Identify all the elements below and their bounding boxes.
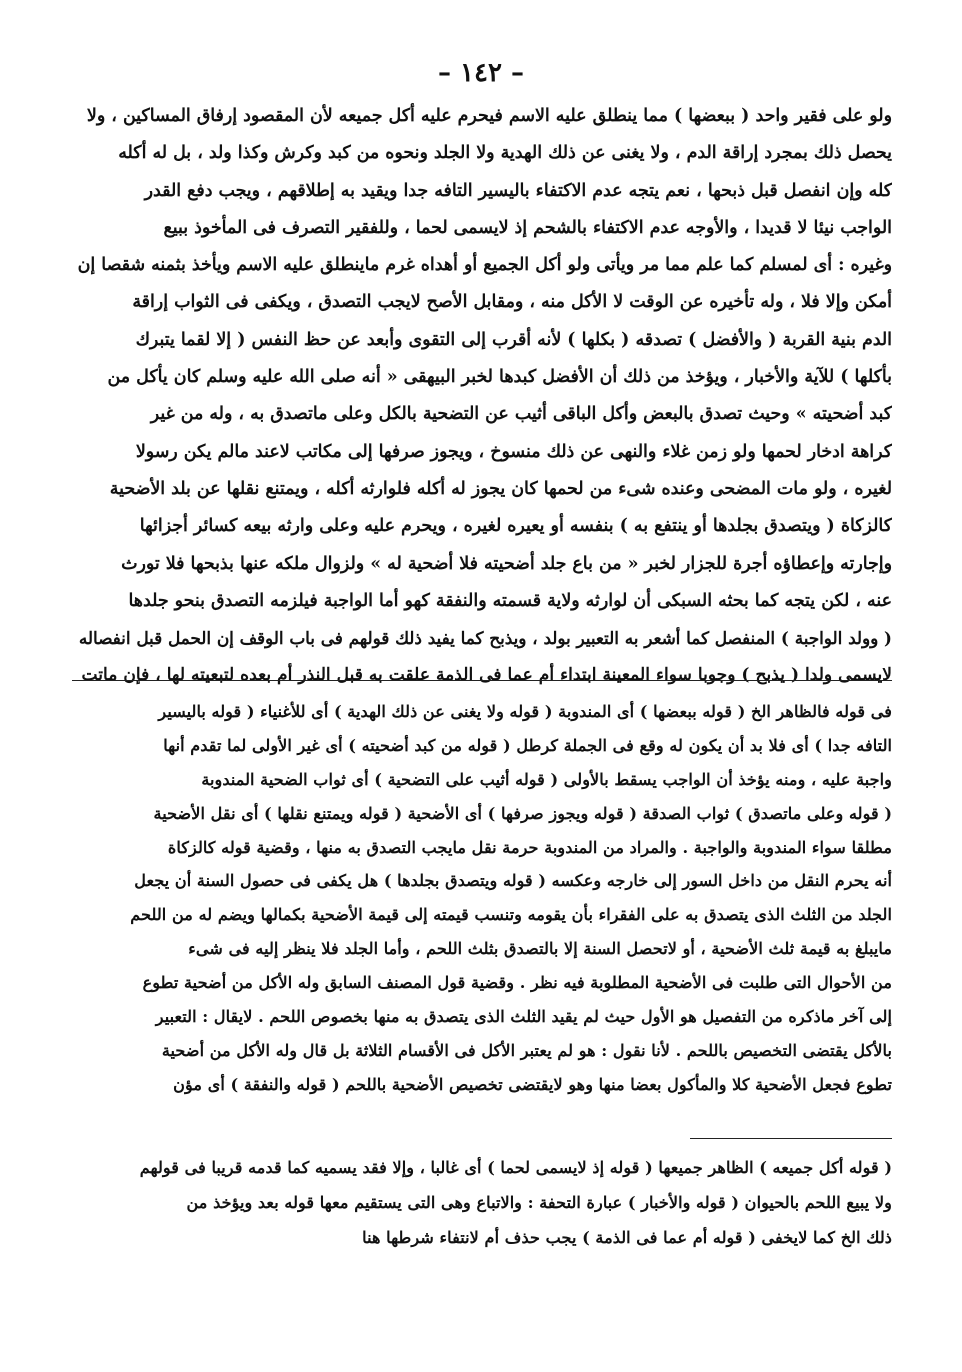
main-line: وغيره : أى لمسلم كما علم مما مر ويأتى ولو أكل الجميع أو أهداه غرم ماينطلق عليه الاسم ويأخذ بثمنه شقصا إن	[77, 255, 892, 276]
main-line: يحصل ذلك بمجرد إراقة الدم ، ولا يغنى عن ذلك الهدية ولا الجلد ونحوه من كبد وكرش وكذا ولد ، بل له أكله	[118, 143, 892, 164]
main-line: عنه ، لكن يتجه كما بحثه السبكى أن لوارثه ولاية قسمته والنفقة كهو أما الواجبة فيلزمه التصدق بنحو جلدها	[128, 590, 892, 611]
main-line: لغيره ، ولو مات المضحى وعنده شىء من لحمها كان يجوز له أكله فلوارثه أكله ، ويمتنع نقلها عن بلد الأضحية	[109, 478, 892, 499]
commentary-line: بالأكل يقتضى التخصيص باللحم . لأنا نقول : هو لم يعتبر الأكل فى الأقسام الثلاثة بل قال وله الأكل من أضحية	[161, 1040, 892, 1060]
commentary-line: أنه يحرم النقل من داخل السور إلى خارجه وعكسه ( قوله ويتصدق بجلدها ) هل يكفى فى حصول السنة أن يجعل	[134, 871, 892, 891]
commentary-line: التافه جدا ) أى فلا بد أن يكون له وقع فى الجملة كرطل ( قوله من كبد أضحيته ) أى غير الأولى لما تقدم أنها	[163, 735, 892, 755]
main-line: ولو على فقير واحد ( ببعضها ) مما ينطلق عليه الاسم فيحرم عليه أكل جميعه لأن المقصود إرفاق المساكين ، ولا	[86, 106, 892, 126]
main-line: أمكن وإلا فلا ، وله تأخيره عن الوقت لا الأكل منه ، ومقابل الأصح لايجب التصدق ، ويكفى فى الثواب إراقة	[132, 292, 892, 313]
main-line: الواجب نيئا لا قديدا ، والأوجه عدم الاكتفاء بالشحم إذ لايسمى لحما ، وللفقير التصرف فى المأخوذ ببيع	[163, 217, 892, 238]
commentary-2	[72, 1150, 892, 1255]
main-line: كله وإن انفصل قبل ذبحها ، نعم يتجه عدم الاكتفاء باليسير التافه جدا ويقيد به إطلاقهم ، ويجب دفع القدر	[144, 180, 892, 201]
commentary-line: مايبلغ به قيمة ثلث الأضحية ، أو لاتحصل السنة إلا بالتصدق بثلث اللحم ، وأما الجلد فلا ينظر إليه فى شىء	[188, 939, 892, 959]
main-line: بأكلها ) للآية والأخبار ، ويؤخذ من ذلك أن الأفضل كبدها لخبر البيهقى « أنه صلى الله عليه وسلم كان يأكل من	[107, 367, 892, 388]
commentary-line: مطلقا سواء المندوبة والواجبة . والمراد من المندوبة حرمة نقل مايجب التصدق به منها ، وقضية قوله كالزكاة	[167, 837, 892, 857]
commentary-line: واجبة عليه ، ومنه يؤخذ أن الواجب يسقط بالأولى ( قوله أثيب على التضحية ) أى ثواب الضحية المندوبة	[201, 769, 892, 789]
footnote-divider	[690, 1138, 892, 1139]
footnote-line: ولا يبيع اللحم بالحيوان ( قوله والأخبار ) عبارة التحفة : والاتباع وهى التى يستقيم معها قوله بعد ويؤخذ من	[186, 1193, 892, 1212]
main-line: كبد أضحيته » وحيث تصدق بالبعض وأكل الباقى أثيب عن التضحية بالكل وعلى ماتصدق به ، وله من غير	[150, 404, 892, 425]
main-line: كالزكاة ( ويتصدق بجلدها أو ينتفع به ) بنفسه أو يعيره لغيره ، ويحرم عليه وعلى وارثه بيعه كسائر أجزائها	[139, 516, 892, 537]
main-line: لايسمى ولدا ( يذبح ) وجوبا سواء المعينة ابتداء أم عما فى الذمة علقت به قبل النذر أم بعده لتبعيته لها ، فإن ماتت	[81, 665, 892, 686]
commentary-line: إلى آخر ماذكره من التفصيل هو الأول حيث لم يقيد الثلث الذى يتصدق به منها بخصوص اللحم . لايقال : التعبير	[155, 1007, 892, 1027]
commentary-line: تطوع فجعل الأضحية كلا والمأكول بعضا منها وهو لايقتضى تخصيص الأضحية باللحم ( قوله والنفقة ) أى مؤن	[173, 1074, 892, 1094]
footnote-line: ( قوله أكل جميعه ) الظاهر جميعها ( قوله إذ لايسمى لحما ) أى غالبا ، وإلا فقد يسميه كما قدمه قريبا فى قولهم	[139, 1158, 892, 1177]
commentary-line: ( قوله وعلى ماتصدق ) ثواب الصدقة ( قوله ويجوز صرفها ) أى الأضحية ( قوله ويمتنع نقلها ) أى نقل الأضحية	[153, 803, 892, 823]
main-text	[72, 98, 892, 695]
page-number: – ١٤٢ –	[437, 58, 525, 88]
commentary-1	[72, 695, 892, 1102]
footnote-line: ذلك الخ كما لايخفى ( قوله أم عما فى الذمة ) يجب حذف أم لانتفاء شرطها هنا	[362, 1228, 892, 1247]
main-line: وإجارته وإعطاؤه أجرة للجزار لخبر « من باع جلد أضحيته فلا أضحية له » ولزوال ملكه عنها بذبحها فلا تورث	[121, 553, 892, 574]
main-line: كراهة ادخار لحمها ولو زمن غلاء والنهى عن ذلك منسوخ ، ويجوز صرفها إلى مكاتب لاعند مالم يكن رسولا	[135, 441, 892, 462]
main-line: ( وولد الواجبة ) المنفصل كما أشعر به التعبير بولد ، ويذبح كما يفيد ذلك قولهم فى باب الوقف إن الحمل قبل انفصاله	[78, 628, 892, 649]
commentary-line: الجلد من الثلث الذى يتصدق به على الفقراء بأن يقومه وتنسب قيمته إلى قيمة الأضحية بكمالها ويضم له من اللحم	[130, 905, 892, 925]
main-line: الدم بنية القربة ( والأفضل ) تصدقه ( بكلها ) لأنه أقرب إلى التقوى وأبعد عن حظ النفس ( إلا لقما يتبرك	[135, 329, 892, 350]
commentary-line: فى قوله فالظاهر الخ ( قوله ببعضها ) أى المندوبة ( قوله ولا يغنى عن ذلك الهدية ) أى للأغنياء ( قوله باليسير	[158, 702, 892, 721]
commentary-line: من الأحوال التى طلبت فى الأضحية المطلوبة فيه نظر . وقضية قول المصنف السابق وله الأكل من أضحية تطوع	[142, 973, 892, 993]
section-divider	[72, 680, 892, 681]
